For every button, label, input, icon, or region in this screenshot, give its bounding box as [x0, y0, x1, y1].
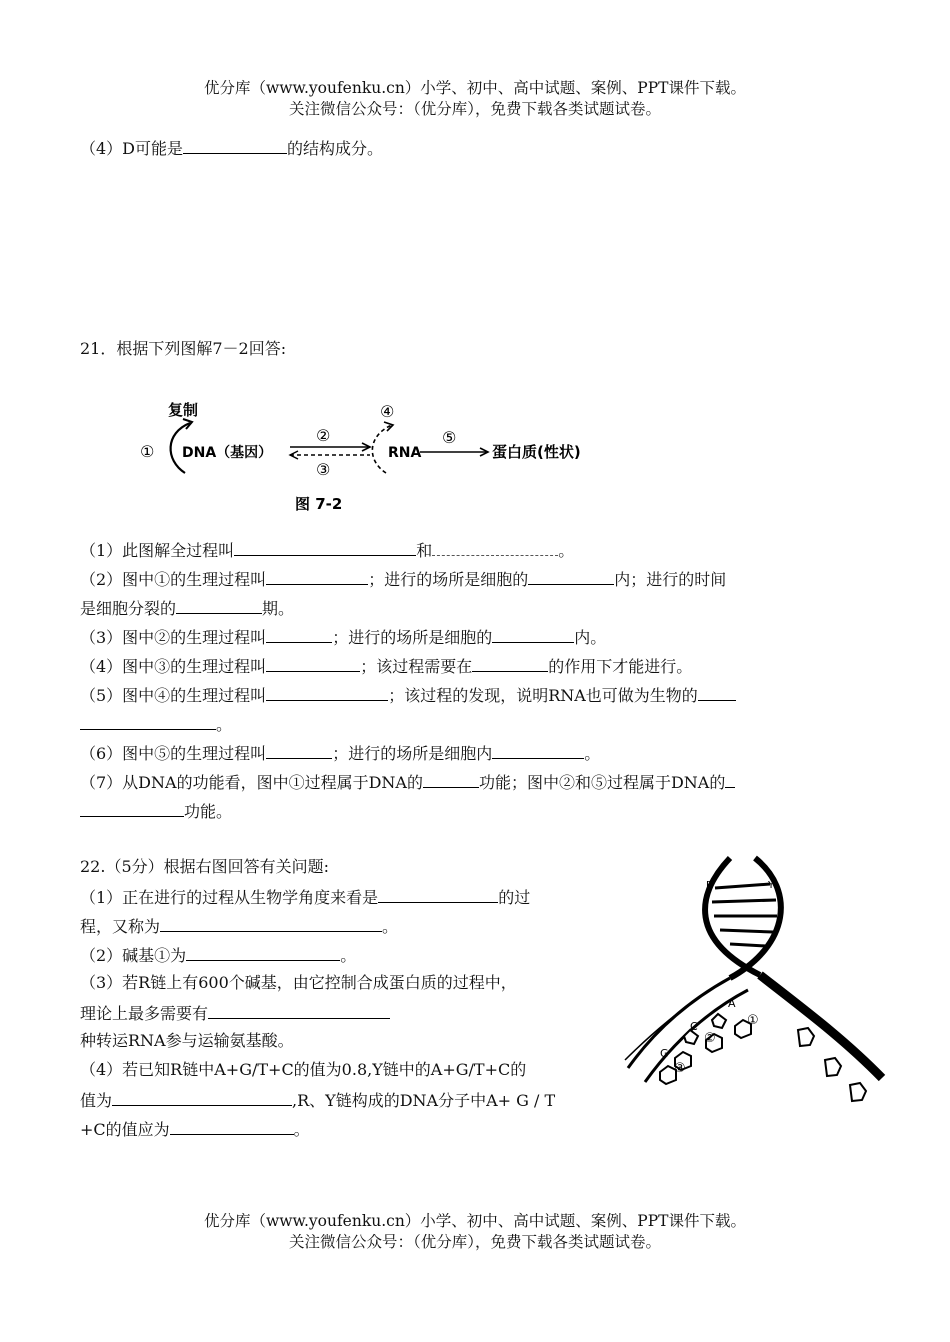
q21-l1-pre: （1）此图解全过程叫 [80, 541, 235, 560]
q21-line7b [80, 799, 232, 823]
label-base-a: A [728, 997, 736, 1010]
fig-circle-1: ① [140, 442, 155, 461]
q22-l4b-pre: 值为 [80, 1091, 113, 1110]
answer-blank[interactable] [423, 770, 479, 788]
answer-blank[interactable] [528, 567, 614, 585]
q21-l7b-post: 功能。 [184, 802, 233, 821]
label-y: Y [768, 880, 775, 891]
q22-line1 [80, 885, 530, 909]
q21-l3-post: 内。 [574, 628, 607, 647]
answer-blank[interactable] [492, 625, 574, 643]
fig-circle-2: ② [316, 426, 331, 445]
answer-blank[interactable] [266, 741, 332, 759]
answer-blank[interactable] [176, 596, 262, 614]
q22-l1b-pre: 程，又称为 [80, 917, 161, 936]
q22-l2-post: 。 [340, 946, 357, 965]
q21-l4-post: 的作用下才能进行。 [548, 657, 693, 676]
q21-line1 [80, 538, 574, 562]
q22-l3b: 理论上最多需要有 [80, 1004, 209, 1023]
q20-item4-pre: （4）D可能是 [80, 139, 184, 158]
answer-blank[interactable] [472, 654, 548, 672]
q21-line7 [80, 770, 735, 794]
q22-l4c-pre: +C的值应为 [80, 1120, 170, 1139]
helix-base-pairs [712, 884, 777, 946]
answer-blank[interactable] [725, 770, 735, 788]
footer-line-1: 优分库（www.youfenku.cn）小学、初中、高中试题、案例、PPT课件下载。 [203, 1212, 747, 1230]
answer-blank[interactable] [378, 885, 498, 903]
q22-line3c: 种转运RNA参与运输氨基酸。 [80, 1031, 294, 1050]
q21-l1-mid: 和 [416, 541, 433, 560]
q20-item4-post: 的结构成分。 [287, 139, 384, 158]
label-base-c: C [690, 1020, 698, 1033]
q22-line3: （3）若R链上有600个碱基，由它控制合成蛋白质的过程中， [80, 973, 517, 992]
q21-l2-post: 内；进行的时间 [614, 570, 727, 589]
q21-l5b-post: 。 [216, 715, 233, 734]
q21-line6 [80, 741, 600, 765]
q21-l1-post: 。 [558, 541, 575, 560]
q22-l2-pre: （2）碱基①为 [80, 946, 187, 965]
fig-dna: DNA（基因） [182, 445, 273, 461]
label-r: R [706, 880, 713, 891]
q21-l7-pre: （7）从DNA的功能看，图中①过程属于DNA的 [80, 773, 423, 792]
q21-l2b-post: 期。 [262, 599, 295, 618]
figure-7-2 [130, 395, 630, 520]
footer-line-2: 关注微信公众号：（优分库），免费下载各类试题试卷。 [288, 1233, 661, 1251]
answer-blank[interactable] [80, 799, 184, 817]
answer-blank[interactable] [698, 683, 736, 701]
answer-blank[interactable] [266, 683, 388, 701]
dna-transcription-figure [620, 850, 890, 1120]
q21-l7-mid: 功能；图中②和⑤过程属于DNA的 [478, 773, 726, 792]
q22-l4b-post: ,R、Y链构成的DNA分子中A+ G / T [292, 1091, 556, 1110]
q21-l3-mid: ；进行的场所是细胞的 [332, 628, 493, 647]
fig-circle-4: ④ [380, 402, 395, 421]
answer-blank[interactable] [186, 943, 340, 961]
q22-l1b-post: 。 [382, 917, 399, 936]
q22-line2 [80, 943, 356, 967]
q21-line2b [80, 596, 294, 620]
answer-blank[interactable] [170, 1117, 294, 1135]
answer-blank[interactable] [492, 741, 584, 759]
q21-line5 [80, 683, 736, 707]
q21-l5-pre: （5）图中④的生理过程叫 [80, 686, 267, 705]
q20-item4 [80, 136, 383, 160]
answer-blank[interactable] [266, 625, 332, 643]
answer-blank[interactable] [112, 1088, 292, 1106]
q21-line5b [80, 712, 232, 736]
q21-l4-pre: （4）图中③的生理过程叫 [80, 657, 267, 676]
q21-l6-mid: ；进行的场所是细胞内 [332, 744, 493, 763]
q22-title: 22.（5分）根据右图回答有关问题: [80, 857, 330, 876]
answer-blank[interactable] [183, 136, 287, 154]
q21-l6-post: 。 [584, 744, 601, 763]
header-line-1: 优分库（www.youfenku.cn）小学、初中、高中试题、案例、PPT课件下载。 [203, 79, 747, 97]
q21-l2-pre: （2）图中①的生理过程叫 [80, 570, 267, 589]
q22-l1-post: 的过 [498, 888, 531, 907]
label-circle-3: ③ [674, 1061, 686, 1076]
q21-l5-mid: ；该过程的发现，说明RNA也可做为生物的 [388, 686, 698, 705]
q22-l4c-post: 。 [293, 1120, 310, 1139]
answer-blank[interactable] [80, 712, 216, 730]
answer-blank[interactable] [234, 538, 416, 556]
q22-line4: （4）若已知R链中A+G/T+C的值为0.8,Y链中的A+G/T+C的 [80, 1060, 527, 1079]
q22-l1-pre: （1）正在进行的过程从生物学角度来看是 [80, 888, 379, 907]
header-line-2: 关注微信公众号：（优分库），免费下载各类试题试卷。 [288, 100, 661, 118]
q22-line4c [80, 1117, 310, 1141]
q22-line4b [80, 1088, 555, 1112]
template-strand [760, 975, 882, 1078]
answer-blank[interactable] [208, 1001, 390, 1019]
answer-blank[interactable] [266, 567, 368, 585]
answer-blank[interactable] [160, 914, 382, 932]
q21-line2 [80, 567, 726, 591]
fig-circle-3: ③ [316, 460, 331, 479]
fig-rna: RNA [388, 445, 422, 461]
answer-blank[interactable] [266, 654, 360, 672]
q21-line4 [80, 654, 692, 678]
q21-l6-pre: （6）图中⑤的生理过程叫 [80, 744, 267, 763]
q21-l3-pre: （3）图中②的生理过程叫 [80, 628, 267, 647]
q22-line3b [80, 1001, 390, 1025]
fig-circle-5: ⑤ [442, 428, 457, 447]
q21-l2-mid: ；进行的场所是细胞的 [368, 570, 529, 589]
fig-caption: 图 7-2 [295, 495, 343, 513]
q21-l2b-pre: 是细胞分裂的 [80, 599, 177, 618]
answer-blank[interactable] [432, 538, 558, 556]
label-base-g: G [660, 1047, 669, 1060]
q21-l4-mid: ；该过程需要在 [360, 657, 473, 676]
label-circle-2: ② [704, 1031, 716, 1046]
fig-protein: 蛋白质(性状) [492, 443, 581, 461]
q21-title: 21．根据下列图解7－2回答: [80, 339, 287, 358]
q22-line1b [80, 914, 398, 938]
fig-fuzhi: 复制 [168, 401, 199, 419]
q21-line3 [80, 625, 606, 649]
label-circle-1: ① [747, 1013, 759, 1028]
